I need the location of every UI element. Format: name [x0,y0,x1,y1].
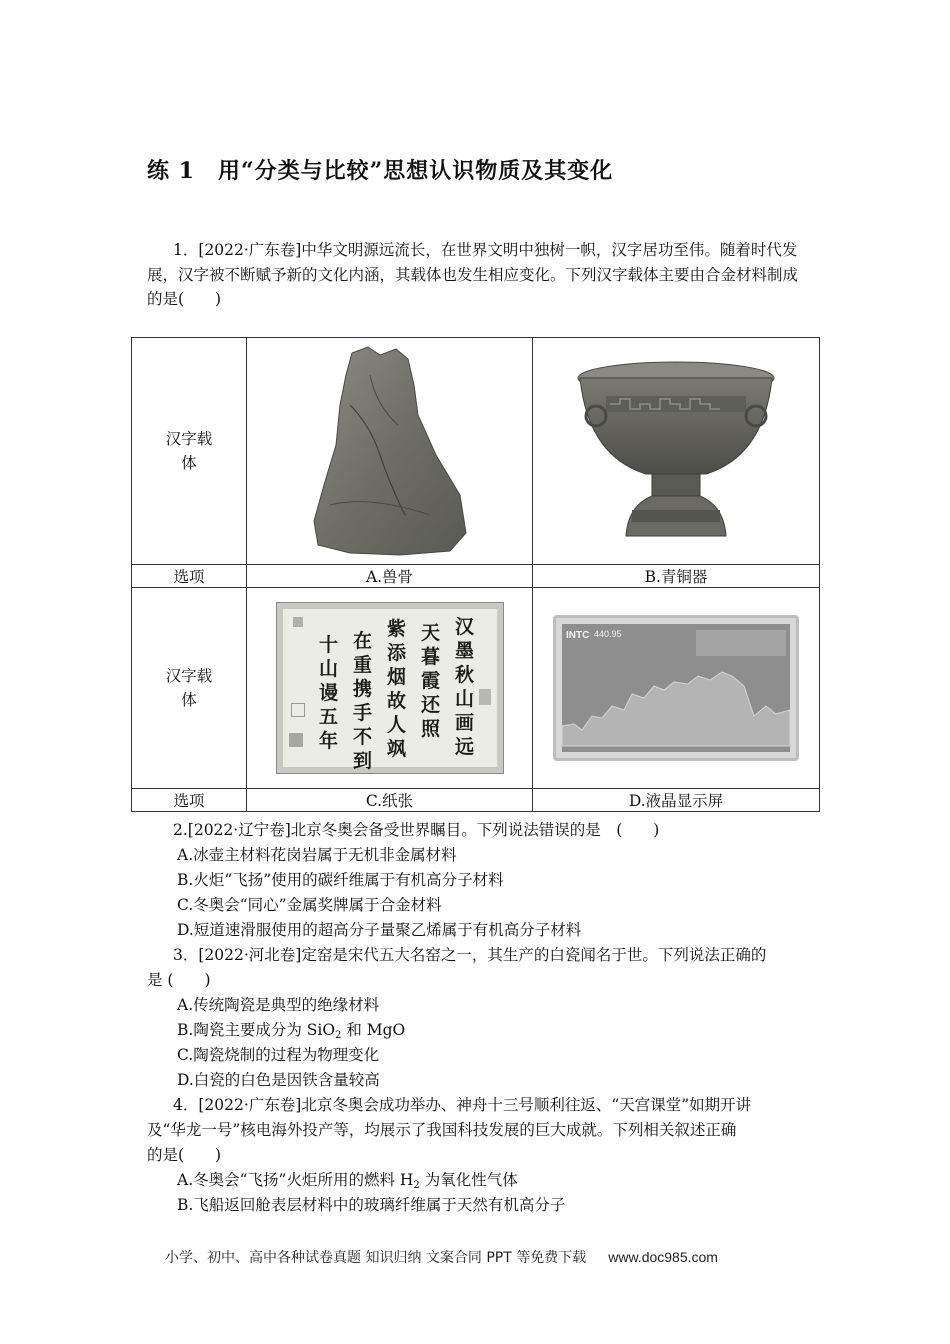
question-2-option-b: B.火炬“飞扬”使用的碳纤维属于有机高分子材料 [177,871,504,889]
question-2-stem: 2.[2022·辽宁卷]北京冬奥会备受世界瞩目。下列说法错误的是 ( ) [173,821,660,839]
calligraphy-column-1: 汉墨秋山画远 [454,616,474,758]
question-2-option-c: C.冬奥会“同心”金属奖牌属于合金材料 [177,896,442,914]
question-4-stem: 4．[2022·广东卷]北京冬奥会成功举办、神舟十三号顺利往返、“天宫课堂”如期开讲 [173,1096,752,1114]
row-header-carrier-2: 汉字载体 [132,588,247,789]
calligraphy-column-3: 紫添烟故人飒 [386,618,406,760]
question-1-stem: 1．[2022·广东卷]中华文明源远流长，在世界文明中独树一帜，汉字居功至伟。随着时代发展，汉字被不断赋予新的文化内涵，其载体也发生相应变化。下列汉字载体主要由合金材料制成的是( ) [147,241,799,308]
question-3-option-c: C.陶瓷烧制的过程为物理变化 [177,1046,380,1064]
question-4-stem-cont-2: 的是( ) [147,1146,222,1164]
question-3-stem-cont: 是 ( ) [147,971,211,989]
calligraphy-column-4: 在重携手不到 [352,630,372,772]
calligraphy-paper-image [247,588,533,789]
bronze-vessel-image [533,338,820,565]
question-3-stem: 3．[2022·河北卷]定窑是宋代五大名窑之一，其生产的白瓷闻名于世。下列说法正确的 [173,946,767,964]
question-2-option-d: D.短道速滑服使用的超高分子量聚乙烯属于有机高分子材料 [177,921,582,939]
question-3-option-b: B.陶瓷主要成分为 SiO$_2$ 和 MgO [177,1021,406,1041]
option-b-label: B.青铜器 [533,565,820,588]
page-title: 练 1 用“分类与比较”思想认识物质及其变化 [147,158,614,184]
screen-ticker: INTC [566,630,590,641]
option-c-label: C.纸张 [247,789,533,812]
question-4-option-a: A.冬奥会“飞扬”火炬所用的燃料 $H_2$ 为氧化性气体 [177,1171,518,1191]
option-a-label: A.兽骨 [247,565,533,588]
option-header-2: 选项 [132,789,247,812]
calligraphy-column-2: 天暮霞还照 [420,622,440,740]
question-3-option-a: A.传统陶瓷是典型的绝缘材料 [177,996,380,1014]
carrier-table [131,337,820,812]
footer [165,1247,718,1267]
question-3-option-d: D.白瓷的白色是因铁含量较高 [177,1071,380,1089]
footer-link[interactable]: www.doc985.com [608,1249,718,1265]
screen-price: 440.95 [594,629,622,639]
question-4-stem-cont-1: 及“华龙一号”核电海外投产等，均展示了我国科技发展的巨大成就。下列相关叙述正确 [147,1121,737,1139]
option-header-1: 选项 [132,565,247,588]
footer-text: 小学、初中、高中各种试卷真题 知识归纳 文案合同 PPT 等免费下载 [165,1250,587,1266]
question-4-option-b: B.飞船返回舱表层材料中的玻璃纤维属于天然有机高分子 [177,1196,566,1214]
option-d-label: D.液晶显示屏 [533,789,820,812]
calligraphy-column-5: 十山谩五年 [318,634,338,752]
lcd-screen-image [533,588,820,789]
row-header-carrier: 汉字载体 [132,338,247,565]
bone-image [247,338,533,565]
question-2-option-a: A.冰壶主材料花岗岩属于无机非金属材料 [177,846,457,864]
